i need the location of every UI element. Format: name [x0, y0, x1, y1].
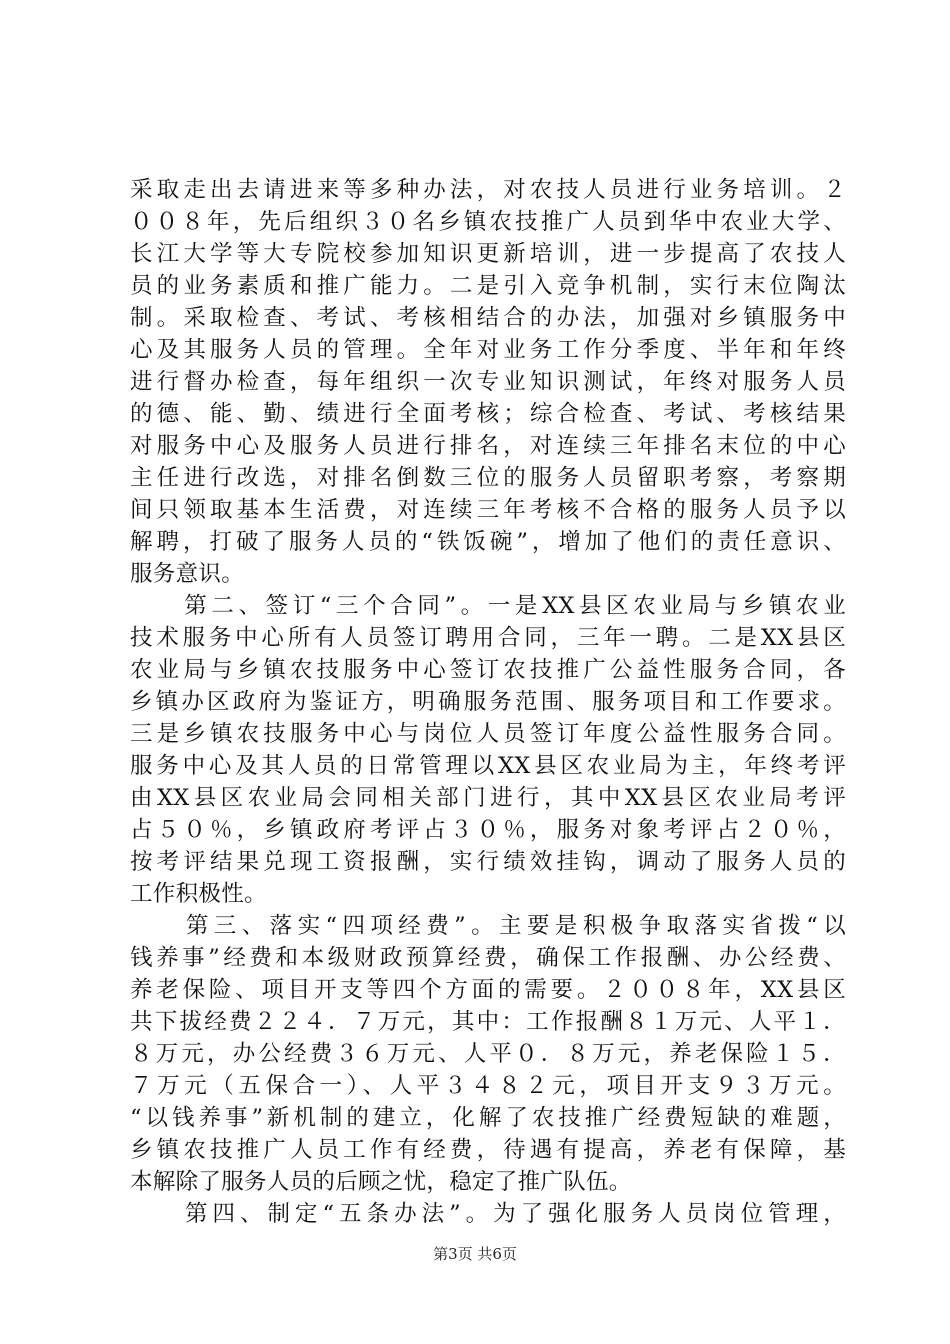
- text-line: 占５０％，乡镇政府考评占３０％，服务对象考评占２０％，: [130, 817, 846, 843]
- text-line: “以钱养事”新机制的建立，化解了农技推广经费短缺的难题，: [130, 1105, 846, 1131]
- text-line: 主任进行改选，对排名倒数三位的服务人员留职考察，考察期: [130, 465, 846, 491]
- text-line: 乡镇办区政府为鉴证方，明确服务范围、服务项目和工作要求。: [130, 689, 846, 715]
- text-line: 养老保险、项目开支等四个方面的需要。２００８年，XX县区: [130, 977, 846, 1003]
- text-line: 第四、制定“五条办法”。为了强化服务人员岗位管理，: [130, 1201, 846, 1227]
- text-line: ８万元，办公经费３６万元、人平０．８万元，养老保险１５．: [130, 1041, 846, 1067]
- text-line: 按考评结果兑现工资报酬，实行绩效挂钩，调动了服务人员的: [130, 849, 846, 875]
- text-line: 进行督办检查，每年组织一次专业知识测试，年终对服务人员: [130, 369, 846, 395]
- page-footer: 第3页 共6页: [433, 1245, 517, 1263]
- text-line: 制。采取检查、考试、考核相结合的办法，加强对乡镇服务中: [130, 305, 846, 331]
- text-line: 钱养事”经费和本级财政预算经费，确保工作报酬、办公经费、: [130, 945, 846, 971]
- text-line: ００８年，先后组织３０名乡镇农技推广人员到华中农业大学、: [130, 209, 846, 235]
- text-line: 农业局与乡镇农技服务中心签订农技推广公益性服务合同，各: [130, 657, 846, 683]
- text-line: 乡镇农技推广人员工作有经费，待遇有提高，养老有保障，基: [130, 1137, 846, 1163]
- document-body: [130, 174, 846, 1230]
- text-line: 本解除了服务人员的后顾之忧，稳定了推广队伍。: [130, 1169, 632, 1195]
- text-line: 服务意识。: [130, 561, 245, 587]
- text-line: 员的业务素质和推广能力。二是引入竞争机制，实行末位陶汰: [130, 273, 846, 299]
- text-line: 技术服务中心所有人员签订聘用合同，三年一聘。二是XX县区: [130, 625, 846, 651]
- text-line: 对服务中心及服务人员进行排名，对连续三年排名末位的中心: [130, 433, 846, 459]
- text-line: 采取走出去请进来等多种办法，对农技人员进行业务培训。２: [130, 177, 846, 203]
- text-line: 服务中心及其人员的日常管理以XX县区农业局为主，年终考评: [130, 753, 846, 779]
- text-line: ７万元（五保合一）、人平３４８２元，项目开支９３万元。: [130, 1073, 846, 1099]
- text-line: 长江大学等大专院校参加知识更新培训，进一步提高了农技人: [130, 241, 846, 267]
- text-line: 共下拔经费２２４．７万元，其中：工作报酬８１万元、人平１．: [130, 1009, 846, 1035]
- text-line: 心及其服务人员的管理。全年对业务工作分季度、半年和年终: [130, 337, 846, 363]
- text-line: 第三、落实“四项经费”。主要是积极争取落实省拨“以: [130, 913, 846, 939]
- text-line: 间只领取基本生活费，对连续三年考核不合格的服务人员予以: [130, 497, 846, 523]
- text-line: 三是乡镇农技服务中心与岗位人员签订年度公益性服务合同。: [130, 721, 846, 747]
- text-line: 由XX县区农业局会同相关部门进行，其中XX县区农业局考评: [130, 785, 846, 811]
- text-line: 第二、签订“三个合同”。一是XX县区农业局与乡镇农业: [130, 593, 846, 619]
- text-line: 工作积极性。: [130, 881, 267, 907]
- text-line: 解聘，打破了服务人员的“铁饭碗”，增加了他们的责任意识、: [130, 529, 846, 555]
- text-line: 的德、能、勤、绩进行全面考核；综合检查、考试、考核结果: [130, 401, 846, 427]
